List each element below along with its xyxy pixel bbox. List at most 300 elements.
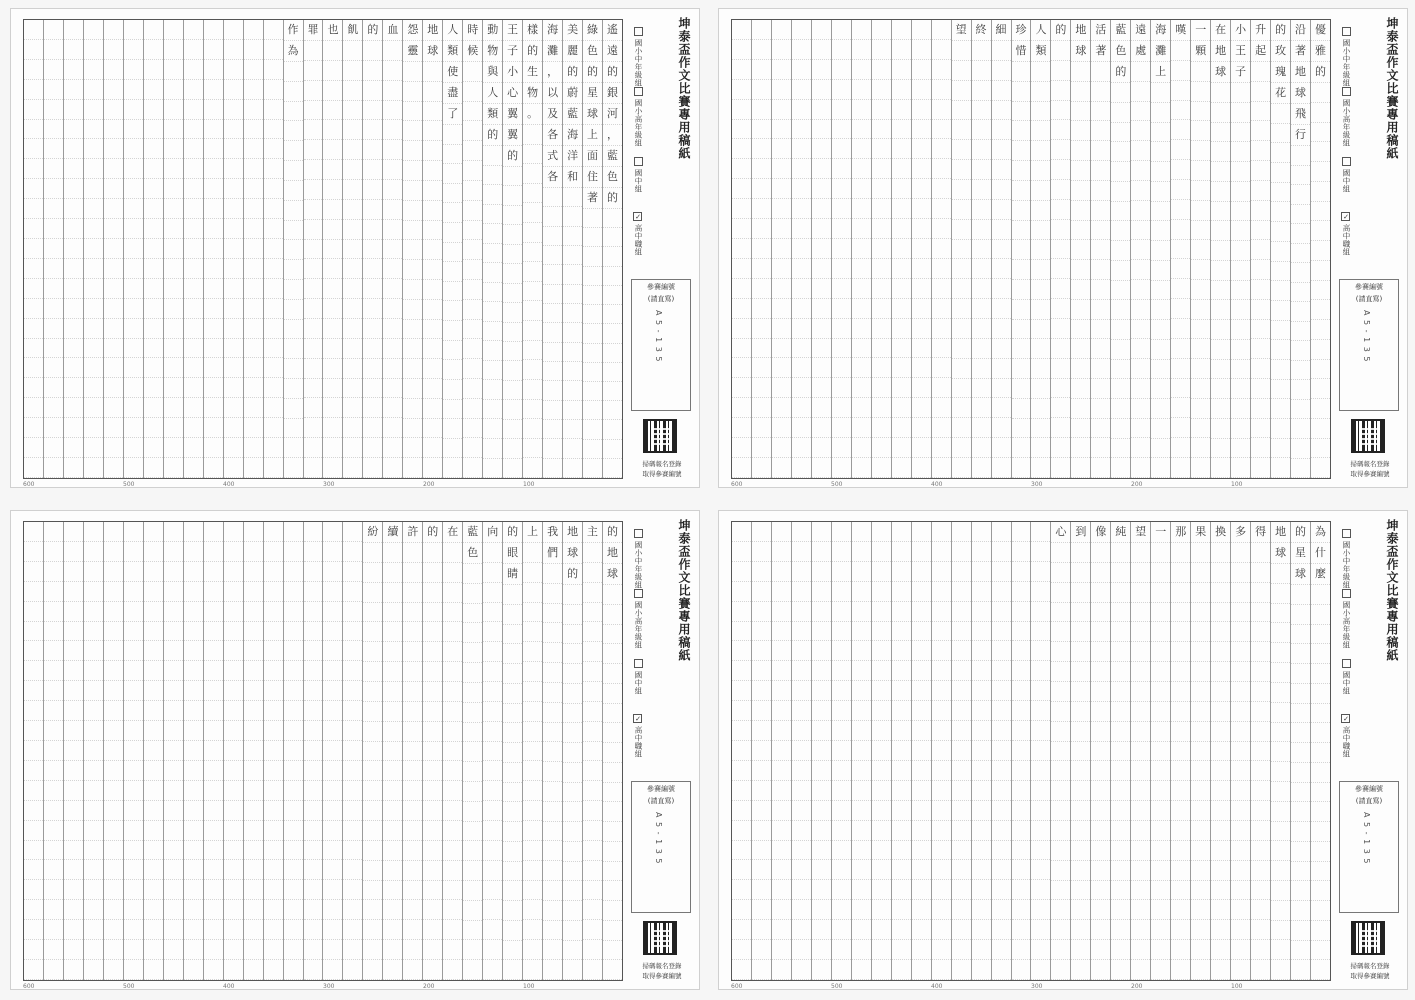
grid-cell [772,562,791,582]
grid-cell [244,299,263,319]
grid-cell [503,842,522,862]
option-lower-elementary[interactable] [633,27,644,87]
grid-cell [1231,781,1250,801]
grid-column [1130,522,1150,980]
grid-cell [1251,642,1270,662]
grid-cell [912,219,931,239]
grid-cell [972,458,991,478]
id-hint: (請直寫) [647,797,675,805]
grid-column [1150,20,1170,478]
grid-cell: 像 [1091,522,1110,543]
grid-cell [443,722,462,742]
grid-cell [304,940,323,960]
grid-cell [772,542,791,562]
grid-cell [44,279,63,299]
grid-cell [752,299,771,319]
grid-cell [732,60,751,80]
grid-cell [1291,921,1310,941]
grid-cell [124,60,143,80]
grid-cell [1231,801,1250,821]
grid-cell [1311,83,1330,103]
grid-cell [732,582,751,602]
tick-label: 300 [1031,983,1043,990]
option-junior-high[interactable] [633,157,644,193]
grid-cell [912,940,931,960]
grid-cell [1071,240,1090,260]
option-label: 國小高年級組 [1342,601,1351,649]
grid-cell [852,582,871,602]
grid-cell [792,398,811,418]
grid-cell [304,339,323,359]
grid-cell [952,721,971,741]
grid-cell [1071,603,1090,623]
grid-cell [892,40,911,60]
grid-cell [244,80,263,100]
checkbox-checked-icon: ✓ [1342,715,1350,724]
grid-cell [583,563,602,583]
grid-cell: 的 [1311,62,1330,83]
option-senior-high[interactable] [1341,212,1352,256]
grid-cell [184,319,203,339]
grid-cell [483,781,502,801]
grid-cell [792,319,811,339]
grid-cell [952,801,971,821]
grid-cell [952,542,971,562]
grid-cell [603,881,622,901]
grid-cell [24,960,43,980]
grid-cell [104,418,123,438]
grid-cell [1071,940,1090,960]
grid-cell [1151,920,1170,940]
grid-cell [1091,702,1110,722]
grid-cell [912,562,931,582]
option-upper-elementary[interactable] [1341,589,1352,649]
grid-cell [1012,379,1031,399]
grid-cell [144,100,163,120]
grid-cell [812,279,831,299]
grid-cell [164,60,183,80]
grid-column [303,522,323,980]
grid-cell [483,205,502,225]
grid-cell [124,701,143,721]
grid-cell [563,362,582,381]
sheet-sidebar [1337,519,1403,983]
grid-cell [383,682,402,702]
grid-cell [403,141,422,161]
grid-cell [892,219,911,239]
grid-cell [443,458,462,478]
option-senior-high[interactable] [633,714,644,758]
grid-cell [24,159,43,179]
grid-cell [24,358,43,378]
grid-cell [892,821,911,841]
grid-cell [503,284,522,303]
grid-cell [892,622,911,642]
grid-cell [423,300,442,320]
grid-cell [892,358,911,378]
grid-cell [244,339,263,359]
grid-cell [772,418,791,438]
grid-cell [752,781,771,801]
grid-cell [144,20,163,40]
grid-cell [164,279,183,299]
grid-cell [832,259,851,279]
grid-cell [603,921,622,941]
grid-cell [1311,921,1330,941]
grid-cell: 物 [483,41,502,62]
grid-cell [1251,761,1270,781]
grid-cell [1151,142,1170,162]
grid-cell [732,120,751,140]
grid-cell [224,159,243,179]
checkbox-icon [1342,529,1351,538]
grid-cell [304,542,323,562]
grid-cell [1012,622,1031,642]
grid-cell [543,381,562,400]
grid-cell: 為 [1311,522,1330,543]
grid-cell [583,583,602,603]
grid-cell [1111,622,1130,642]
grid-cell [403,201,422,221]
grid-cell [932,438,951,458]
grid-cell [323,101,342,121]
grid-cell [363,319,382,339]
grid-cell [423,761,442,781]
grid-column [1230,20,1250,478]
grid-cell [852,20,871,40]
grid-cell [24,20,43,40]
grid-column [243,20,263,478]
grid-cell [792,880,811,900]
option-upper-elementary[interactable] [1341,87,1352,147]
grid-cell [812,219,831,239]
grid-cell [1291,459,1310,479]
grid-cell [523,722,542,742]
qr-caption: 掃碼報名登錄 [1350,962,1390,970]
grid-cell [603,723,622,743]
grid-cell [1051,960,1070,980]
grid-cell [912,741,931,761]
grid-cell [144,940,163,960]
grid-column [1011,522,1031,980]
grid-cell [523,563,542,583]
grid-cell [423,960,442,980]
grid-cell [1311,625,1330,645]
grid-cell [284,379,303,399]
grid-column [83,522,103,980]
grid-cell [104,179,123,199]
grid-cell [932,900,951,920]
option-lower-elementary[interactable] [633,529,644,589]
grid-cell [343,761,362,781]
grid-cell [852,960,871,980]
grid-cell [792,562,811,582]
grid-cell [224,378,243,398]
grid-cell [64,259,83,279]
grid-cell: 著 [1291,41,1310,62]
grid-cell [423,682,442,702]
grid-cell [483,263,502,283]
grid-cell [1012,940,1031,960]
grid-cell [403,181,422,201]
grid-cell [1012,960,1031,980]
grid-cell: 嘆 [1171,20,1190,41]
grid-cell [932,622,951,642]
grid-cell [952,418,971,438]
grid-cell [244,20,263,40]
grid-cell [1191,583,1210,603]
grid-cell [224,880,243,900]
grid-cell [1131,62,1150,82]
grid-cell [224,199,243,219]
grid-cell [24,542,43,562]
grid-cell [792,701,811,721]
option-lower-elementary[interactable] [1341,529,1352,589]
grid-cell [104,701,123,721]
grid-cell [972,641,991,661]
grid-cell [1071,399,1090,419]
grid-cell [583,920,602,940]
grid-cell [503,381,522,400]
grid-cell [812,821,831,841]
option-junior-high[interactable] [1341,157,1352,193]
grid-cell [44,120,63,140]
option-label: 國小中年級組 [1342,541,1351,589]
grid-cell [1171,160,1190,180]
qr-code-icon[interactable] [643,419,677,453]
grid-cell [1271,242,1290,262]
grid-cell [952,860,971,880]
grid-cell [1311,901,1330,921]
grid-cell [1311,960,1330,980]
grid-cell [792,179,811,199]
grid-cell [124,641,143,661]
option-junior-high[interactable] [633,659,644,695]
option-junior-high[interactable] [1341,659,1352,695]
checkbox-icon [634,157,643,166]
qr-caption: 掃碼報名登錄 [642,460,682,468]
grid-cell [952,240,971,260]
grid-cell [732,602,751,622]
grid-cell [1091,438,1110,458]
grid-cell [64,721,83,741]
grid-cell [732,319,751,339]
grid-cell [204,761,223,781]
grid-cell [792,358,811,378]
grid-cell [1051,398,1070,418]
grid-cell [912,378,931,398]
grid-cell [264,801,283,821]
option-upper-elementary[interactable] [633,87,644,147]
grid-cell [1171,761,1190,781]
grid-cell: 各 [543,167,562,188]
grid-cell [1191,141,1210,161]
grid-cell [264,841,283,861]
grid-cell [403,563,422,583]
grid-cell [1012,582,1031,602]
grid-cell [872,418,891,438]
grid-cell [1031,339,1050,359]
grid-cell [403,603,422,623]
grid-cell [1091,62,1110,82]
contestant-id-box [631,279,691,411]
grid-cell [1151,861,1170,881]
checkbox-icon [1342,157,1351,166]
grid-cell [972,781,991,801]
option-lower-elementary[interactable] [1341,27,1352,87]
option-label: 高中職組 [634,224,643,256]
grid-cell [523,761,542,781]
grid-cell [932,721,951,741]
grid-cell [523,583,542,603]
grid-cell [44,239,63,259]
option-senior-high[interactable] [1341,714,1352,758]
grid-column [851,20,871,478]
grid-cell [104,721,123,741]
grid-cell [244,279,263,299]
grid-cell [732,622,751,642]
grid-cell [523,682,542,702]
grid-cell [64,219,83,239]
grid-cell [892,259,911,279]
grid-cell [144,920,163,940]
grid-cell [24,458,43,478]
grid-cell [972,900,991,920]
grid-cell: 地 [1071,20,1090,41]
grid-cell: ， [603,125,622,146]
grid-cell [812,159,831,179]
grid-cell [44,841,63,861]
grid-cell [603,324,622,343]
grid-cell [792,139,811,159]
grid-cell [443,380,462,400]
option-upper-elementary[interactable] [633,589,644,649]
grid-cell [184,219,203,239]
grid-cell [463,221,482,241]
grid-cell [832,398,851,418]
grid-cell [872,239,891,259]
grid-cell [383,299,402,319]
grid-cell [224,219,243,239]
grid-cell: 遠 [1131,20,1150,41]
grid-cell [892,721,911,741]
grid-cell [772,920,791,940]
grid-cell [144,438,163,458]
grid-cell: 多 [1231,522,1250,543]
grid-cell [1031,582,1050,602]
grid-cell: 銀 [603,83,622,104]
grid-cell [892,299,911,319]
grid-cell [1271,321,1290,341]
grid-cell [1131,181,1150,201]
grid-cell [403,900,422,920]
grid-cell [403,662,422,682]
grid-cell [772,179,791,199]
grid-cell [184,239,203,259]
id-label: 參賽編號 [1355,283,1383,291]
grid-cell [1071,821,1090,841]
qr-code-icon[interactable] [1351,419,1385,453]
grid-cell [343,398,362,418]
grid-cell [992,299,1011,319]
grid-cell [503,245,522,264]
grid-cell [872,562,891,582]
grid-cell [463,564,482,584]
grid-cell [852,900,871,920]
grid-cell [752,741,771,761]
grid-cell [772,860,791,880]
grid-cell [383,742,402,762]
grid-cell [812,542,831,562]
grid-cell [104,841,123,861]
grid-cell [992,701,1011,721]
grid-cell: 色 [1111,41,1130,62]
tick-label: 100 [523,983,535,990]
grid-cell [1151,182,1170,202]
grid-cell [1231,221,1250,241]
grid-cell [872,60,891,80]
grid-cell [1271,703,1290,723]
grid-cell [304,438,323,458]
grid-cell [1271,841,1290,861]
grid-cell [1131,543,1150,563]
grid-cell [343,841,362,861]
grid-cell [1191,201,1210,221]
grid-cell [1171,781,1190,801]
grid-cell [244,319,263,339]
grid-cell [892,801,911,821]
grid-cell [912,681,931,701]
grid-cell [144,60,163,80]
grid-cell [224,761,243,781]
grid-cell [752,378,771,398]
grid-cell [543,802,562,822]
grid-cell: 一 [1191,20,1210,41]
grid-cell [732,398,751,418]
grid-column [362,20,382,478]
option-senior-high[interactable] [633,212,644,256]
grid-cell [1211,340,1230,360]
grid-cell: 類 [1031,41,1050,62]
option-label: 國小中年級組 [634,541,643,589]
grid-cell [184,199,203,219]
grid-cell [892,159,911,179]
grid-cell [1111,221,1130,241]
qr-code-icon[interactable] [643,921,677,955]
grid-cell [772,139,791,159]
grid-cell [1051,662,1070,682]
grid-cell [104,960,123,980]
grid-cell [1131,563,1150,583]
grid-cell [1071,339,1090,359]
qr-code-icon[interactable] [1351,921,1385,955]
grid-cell [852,940,871,960]
grid-cell [64,279,83,299]
grid-cell [1071,722,1090,742]
grid-cell [812,622,831,642]
grid-cell [1051,339,1070,359]
grid-cell [104,522,123,542]
grid-cell [1291,743,1310,763]
grid-cell [1311,221,1330,241]
grid-cell [1271,683,1290,703]
grid-cell [104,339,123,359]
grid-cell [523,360,542,380]
grid-cell [932,40,951,60]
grid-cell [483,682,502,702]
grid-cell [224,279,243,299]
grid-cell [932,378,951,398]
